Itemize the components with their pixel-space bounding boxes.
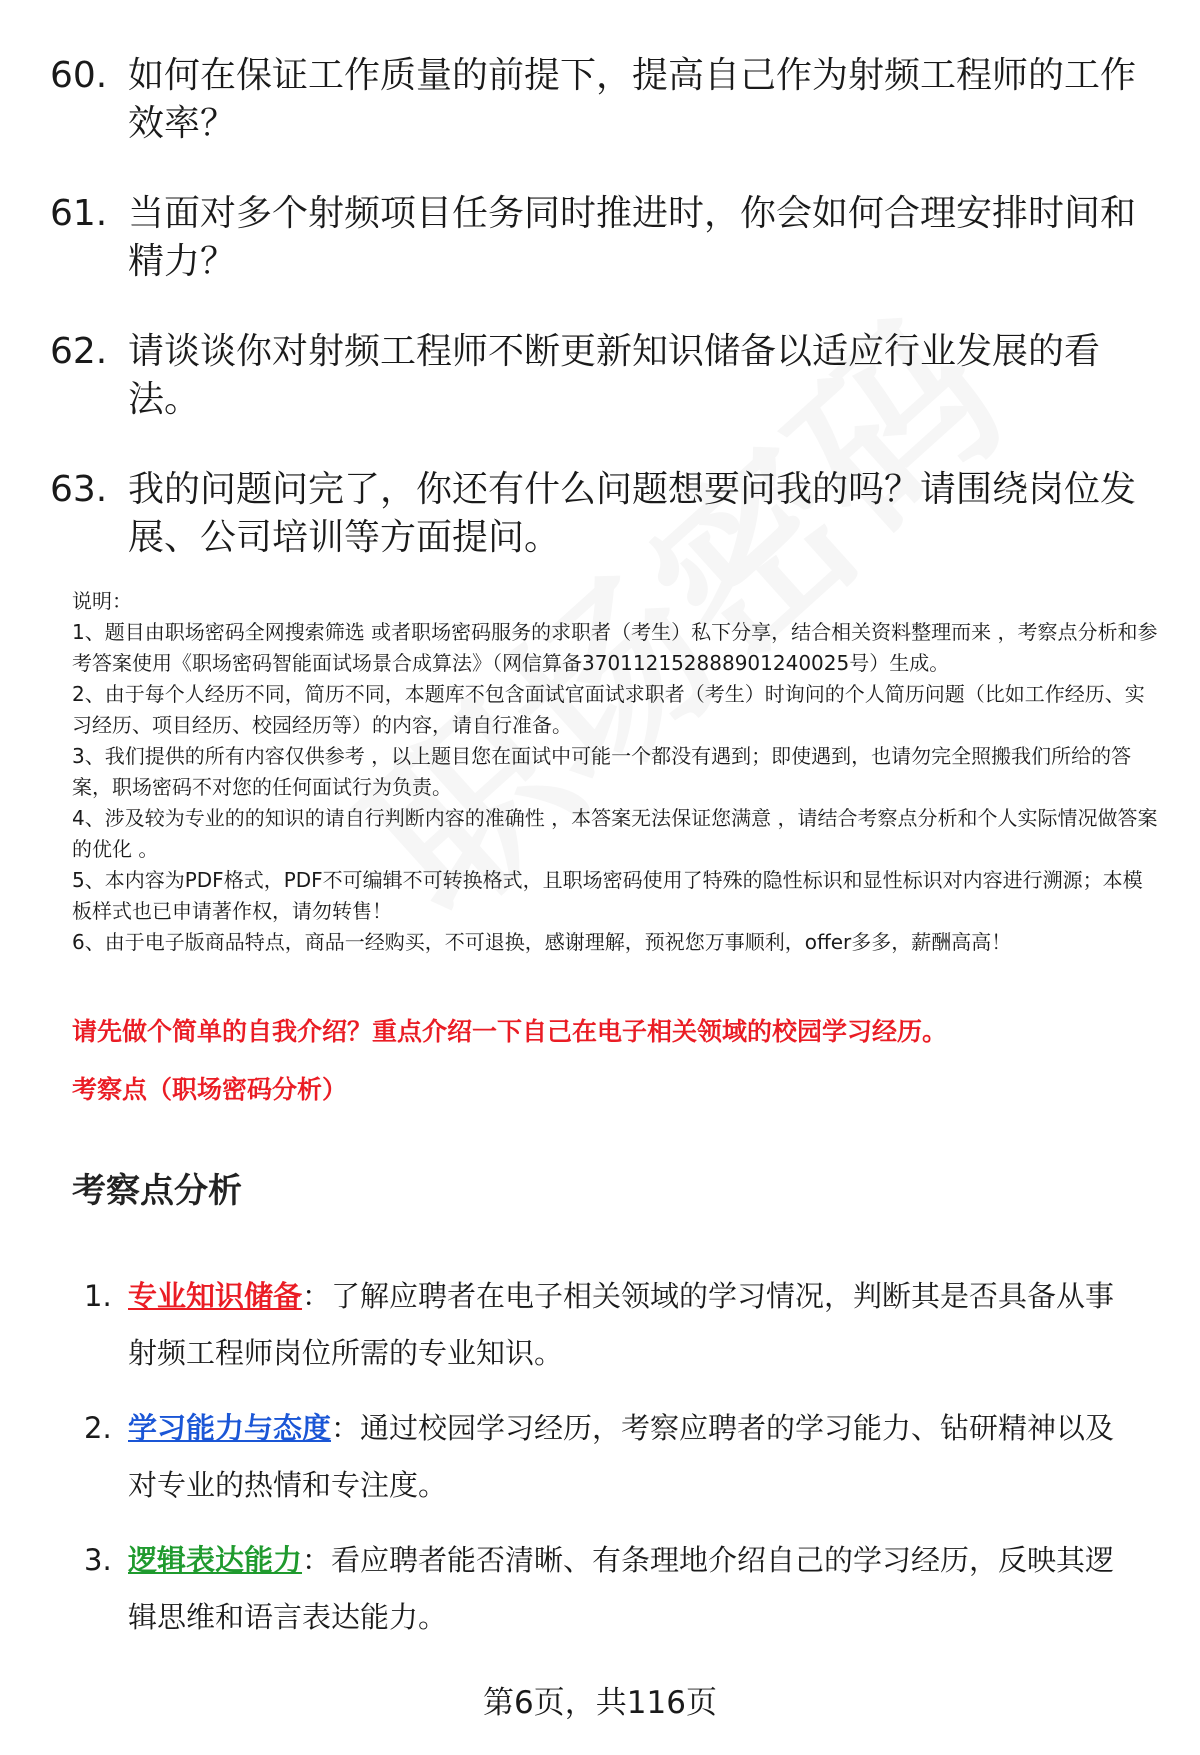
analysis-points	[84, 1268, 1164, 1664]
note-item: 3、我们提供的所有内容仅供参考 ，以上题目您在面试中可能一个都没有遇到；即使遇到，也请勿完全照搬我们所给的答案，职场密码不对您的任何面试行为负责。	[72, 744, 1132, 799]
point-number: 3.	[84, 1543, 112, 1577]
note-item: 6、由于电子版商品特点，商品一经购买，不可退换，感谢理解，预祝您万事顺利，offer多多，薪酬高高！	[72, 930, 1012, 954]
page-footer: 第6页，共116页	[483, 1685, 717, 1721]
question-item	[50, 466, 1160, 562]
question-number: 62.	[50, 331, 108, 372]
point-number: 1.	[84, 1279, 112, 1313]
question-text: 如何在保证工作质量的前提下，提高自己作为射频工程师的工作效率？	[128, 55, 1137, 144]
note-item: 4、涉及较为专业的的知识的请自行判断内容的准确性 ，本答案无法保证您满意 ，请结合考察点分析和个人实际情况做答案的优化 。	[72, 806, 1158, 861]
point-text: ：看应聘者能否清晰、有条理地介绍自己的学习经历，反映其逻辑思维和语言表达能力。	[128, 1543, 1115, 1634]
analysis-point	[84, 1268, 1164, 1382]
point-keyword: 专业知识储备	[128, 1279, 303, 1313]
question-number: 60.	[50, 55, 108, 96]
notes-block	[72, 586, 1162, 958]
question-item	[50, 52, 1160, 148]
point-number: 2.	[84, 1411, 112, 1445]
point-text: ：了解应聘者在电子相关领域的学习情况，判断其是否具备从事射频工程师岗位所需的专业知识。	[128, 1279, 1115, 1370]
point-body	[128, 1268, 1138, 1382]
point-body	[128, 1532, 1138, 1646]
analysis-point	[84, 1400, 1164, 1514]
question-text: 我的问题问完了，你还有什么问题想要问我的吗？请围绕岗位发展、公司培训等方面提问。	[128, 469, 1137, 558]
question-number: 61.	[50, 193, 108, 234]
question-text: 请谈谈你对射频工程师不断更新知识储备以适应行业发展的看法。	[128, 331, 1101, 420]
question-number: 63.	[50, 469, 108, 510]
analysis-heading: 考察点分析	[72, 1171, 242, 1211]
featured-question: 请先做个简单的自我介绍？重点介绍一下自己在电子相关领域的校园学习经历。	[72, 1017, 948, 1046]
point-body	[128, 1400, 1138, 1514]
note-item: 5、本内容为PDF格式，PDF不可编辑不可转换格式，且职场密码使用了特殊的隐性标识和显性标识对内容进行溯源；本模板样式也已申请著作权，请勿转售！	[72, 868, 1143, 923]
point-keyword: 学习能力与态度	[128, 1411, 332, 1445]
point-keyword: 逻辑表达能力	[128, 1543, 303, 1577]
featured-question-subtitle: 考察点（职场密码分析）	[72, 1075, 348, 1104]
analysis-point	[84, 1532, 1164, 1646]
question-text: 当面对多个射频项目任务同时推进时，你会如何合理安排时间和精力？	[128, 193, 1137, 282]
note-item: 1、题目由职场密码全网搜索筛选 或者职场密码服务的求职者（考生）私下分享，结合相关资料整理而来 ，考察点分析和参考答案使用《职场密码智能面试场景合成算法》（网信算备370112152888901240025号）生成。	[72, 620, 1158, 675]
notes-title: 说明：	[72, 589, 132, 613]
question-item	[50, 328, 1160, 424]
question-item	[50, 190, 1160, 286]
question-list	[50, 52, 1160, 604]
note-item: 2、由于每个人经历不同，简历不同，本题库不包含面试官面试求职者（考生）时询问的个人简历问题（比如工作经历、实习经历、项目经历、校园经历等）的内容，请自行准备。	[72, 682, 1145, 737]
point-text: ：通过校园学习经历，考察应聘者的学习能力、钻研精神以及对专业的热情和专注度。	[128, 1411, 1115, 1502]
